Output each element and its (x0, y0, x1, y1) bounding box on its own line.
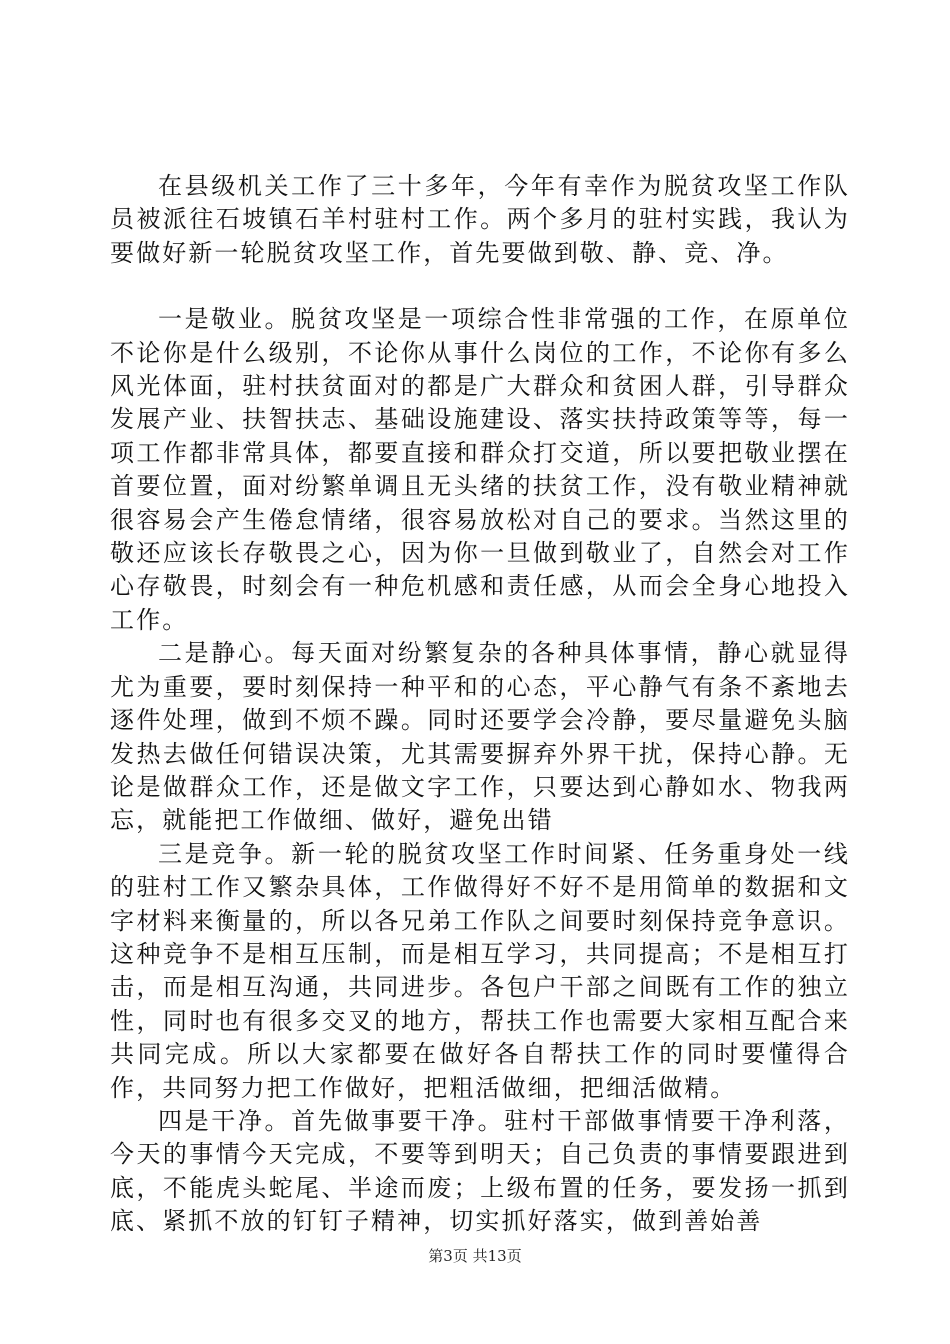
document-body (110, 170, 850, 1239)
intro-paragraph: 在县级机关工作了三十多年，今年有幸作为脱贫攻坚工作队员被派往石坡镇石羊村驻村工作。两个多月的驻村实践，我认为要做好新一轮脱贫攻坚工作，首先要做到敬、静、竞、净。 (110, 172, 850, 267)
page-number: 第3页 共13页 (428, 1247, 522, 1265)
paragraph-calm: 二是静心。每天面对纷繁复杂的各种具体事情，静心就显得尤为重要，要时刻保持一种平和的心态，平心静气有条不紊地去逐件处理，做到不烦不躁。同时还要学会冷静，要尽量避免头脑发热去做任何错误决策，尤其需要摒弃外界干扰，保持心静。无论是做群众工作，还是做文字工作，只要达到心静如水、物我两忘，就能把工作做细、做好，避免出错 (110, 639, 850, 835)
paragraph-integrity: 四是干净。首先做事要干净。驻村干部做事情要干净利落，今天的事情今天完成，不要等到明天；自己负责的事情要跟进到底，不能虎头蛇尾、半途而废；上级布置的任务，要发扬一抓到底、紧抓不放的钉钉子精神，切实抓好落实，做到善始善 (110, 1106, 850, 1236)
paragraph-competition: 三是竞争。新一轮的脱贫攻坚工作时间紧、任务重身处一线的驻村工作又繁杂具体，工作做得好不好不是用简单的数据和文字材料来衡量的，所以各兄弟工作队之间要时刻保持竞争意识。这种竞争不是相互压制，而是相互学习，共同提高；不是相互打击，而是相互沟通，共同进步。各包户干部之间既有工作的独立性，同时也有很多交叉的地方，帮扶工作也需要大家相互配合来共同完成。所以大家都要在做好各自帮扶工作的同时要懂得合作，共同努力把工作做好，把粗活做细，把细活做精。 (110, 839, 850, 1102)
paragraph-dedication: 一是敬业。脱贫攻坚是一项综合性非常强的工作，在原单位不论你是什么级别，不论你从事什么岗位的工作，不论你有多么风光体面，驻村扶贫面对的都是广大群众和贫困人群，引导群众发展产业、扶智扶志、基础设施建设、落实扶持政策等等，每一项工作都非常具体，都要直接和群众打交道，所以要把敬业摆在首要位置，面对纷繁单调且无头绪的扶贫工作，没有敬业精神就很容易会产生倦怠情绪，很容易放松对自己的要求。当然这里的敬还应该长存敬畏之心，因为你一旦做到敬业了，自然会对工作心存敬畏，时刻会有一种危机感和责任感，从而会全身心地投入工作。 (110, 305, 850, 634)
